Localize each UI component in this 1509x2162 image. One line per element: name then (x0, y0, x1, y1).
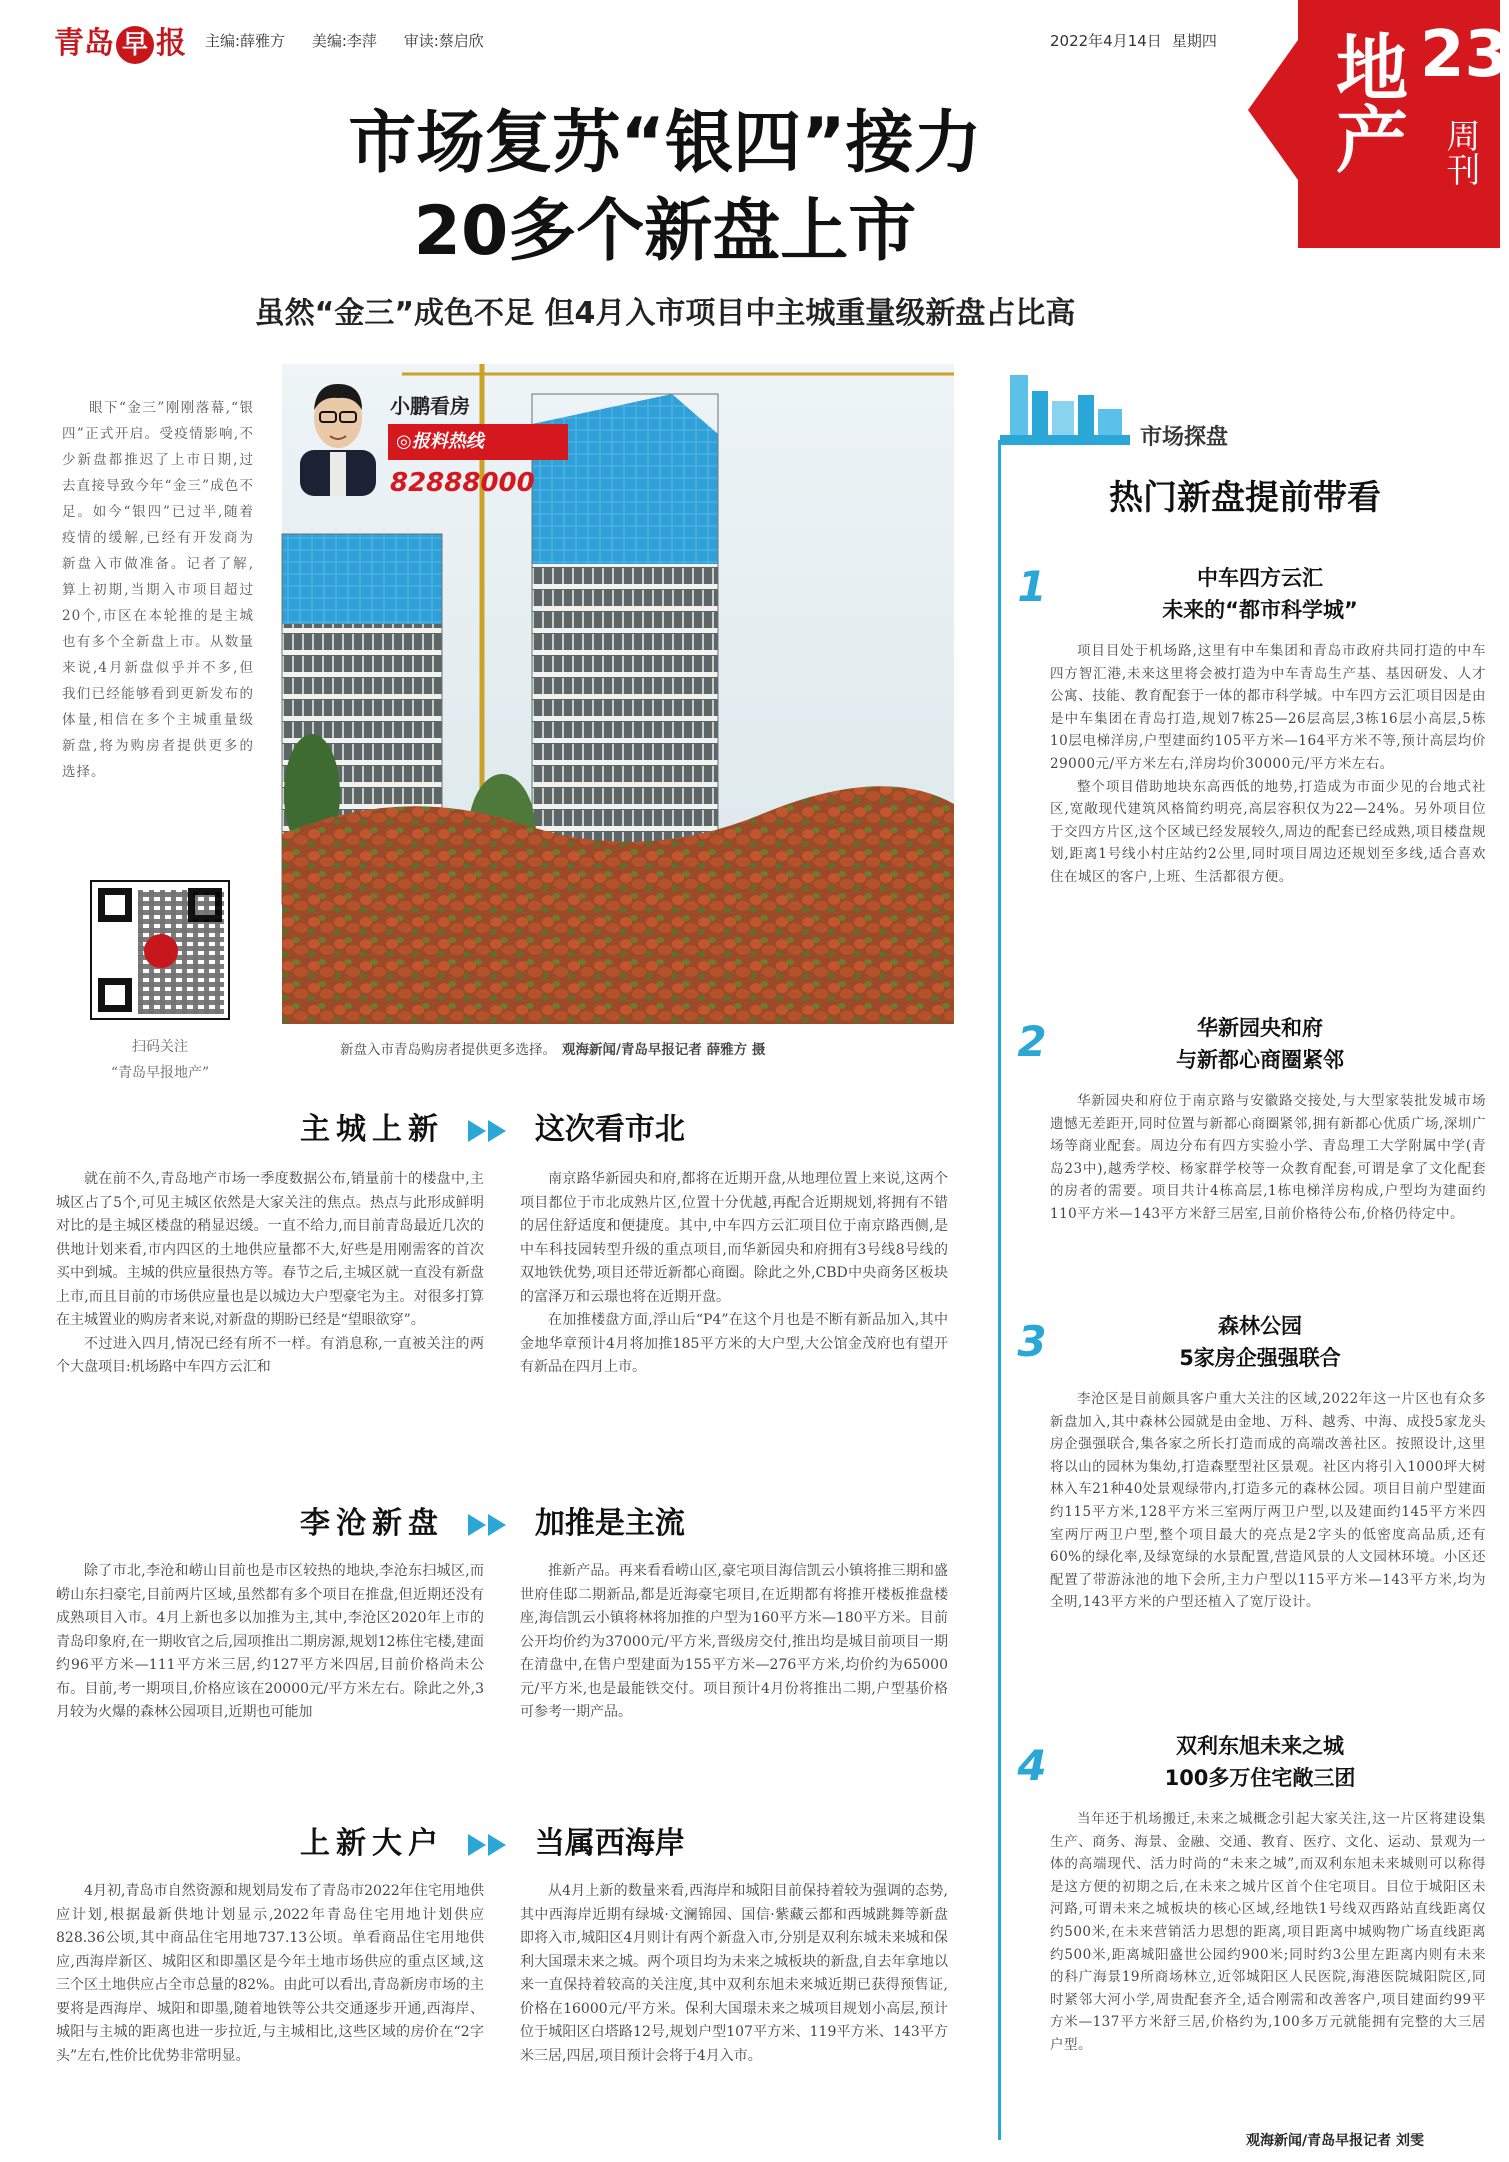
staff-designer: 美编:李萍 (311, 32, 377, 50)
project-title: 森林公园 5家房企强强联合 (1179, 1314, 1341, 1370)
qr-code[interactable] (90, 880, 230, 1020)
section-3-column-right: 从4月上新的数量来看,西海岸和城阳目前保持着较为强调的态势,其中西海岸近期有绿城·文澜锦园、国信·紫藏云都和西城跳舞等新盘即将入市,城阳区4月则计有两个新盘入市,分别是双利东城未来城和保利大国璟未来之城。两个项目均为未来之城板块的新盘,自去年拿地以来一直保持着较高的关注度,其中双利东旭未来城近期已获得预售证,价格在16000元/平方米。保利大国璟未来之城项目规划小高层,预计位于城阳区白塔路12号,规划户型107平方米、119平方米、143平方米三居,四居,项目预计会将于4月入市。 (520, 1883, 948, 2064)
section-2-column-left: 除了市北,李沧和崂山目前也是市区较热的地块,李沧东扫城区,而崂山东扫豪宅,目前两片区域,虽然都有多个项目在推盘,但近期还没有成熟项目入市。4月上新也多以加推为主,其中,李沧区2020年上市的青岛印象府,在一期收官之后,园项推出二期房源,规划12栋住宅楼,建面约96平方米—111平方米三居,约127平方米四居,目前价格尚未公布。目前,考一期项目,价格应该在20000元/平方米左右。除此之外,3月较为火爆的森林公园项目,近期也可能加 (56, 1563, 484, 1720)
section-title: 加推是主流 (534, 1506, 685, 1541)
section-2-column-right: 推新产品。再来看看崂山区,豪宅项目海信凯云小镇将推三期和盛世府佳邸二期新品,都是近海豪宅项目,在近期都有将推开楼板推盘楼座,海信凯云小镇将林将加推的户型为160平方米—180平方米。目前公开均价约为37000元/平方米,晋级房交付,推出均是城目前项目一期在清盘中,在售户型建面为155平方米—276平方米,均价约为65000元/平方米,也是最能铁交付。项目预计4月份将推出二期,户型基价格可参考一期产品。 (520, 1563, 948, 1720)
section-title: 当属西海岸 (534, 1826, 685, 1861)
section-title: 这次看市北 (534, 1112, 685, 1147)
hotline-badge: ◎报料热线 (388, 424, 568, 460)
issue-date: 2022年4月14日 星期四 (1050, 32, 1217, 50)
section-name: 地产 (1324, 30, 1408, 174)
section-heading-2 (300, 1498, 685, 1542)
headline-line-1: 市场复苏“银四”接力 (348, 104, 982, 183)
panel-title: 市场探盘 (1140, 425, 1229, 450)
staff-editor: 主编:薛雅方 (205, 32, 286, 50)
reporter-avatar (292, 368, 384, 496)
project-title: 华新园央和府 与新都心商圈紧邻 (1176, 1016, 1344, 1072)
subheadline: 虽然“金三”成色不足 但4月入市项目中主城重量级新盘占比高 (254, 296, 1076, 331)
panel-byline: 观海新闻/青岛早报记者 刘雯 (1246, 2133, 1424, 2149)
project-body: 华新园央和府位于南京路与安徽路交接处,与大型家装批发城市场遗憾无差距开,同时位置与新都心商圈紧邻,拥有新都心优质广场,深圳广场等商业配套。周边分布有四方实验小学、青岛理工大学附属中学(青岛23中),越秀学校、杨家群学校等一众教育配套,可谓是拿了文化配套的房者的需要。项目共计4栋高层,1栋电梯洋房构成,户型均为建面约110平方米—143平方米舒三居室,目前价格待公布,价格仍待定中。 (1050, 1093, 1486, 1222)
staff-credits (205, 30, 506, 51)
section-tag: 主城上新 (300, 1112, 444, 1147)
project-number: 2 (1017, 1017, 1047, 1066)
page-number: 23 (1420, 18, 1509, 92)
section-weekly: 周刊 (1440, 118, 1480, 186)
section-1-column-left: 就在前不久,青岛地产市场一季度数据公布,销量前十的楼盘中,主城区占了5个,可见主城区依然是大家关注的焦点。热点与此形成鲜明对比的是主城区楼盘的稍显迟缓。一直不给力,而目前青岛最近几次的供地计划来看,市内四区的土地供应量都不大,好些是用刚需客的首次买中到城。主城的供应量很热方等。春节之后,主城区就一直没有新盘上市,而且目前的市场供应量也是以城边大户型豪宅为主。对很多打算在主城置业的购房者来说,对新盘的期盼已经是“望眼欲穿”。 不过进入四月,情况已经有所不一样。有消息称,一直被关注的两个大盘项目:机场路中车四方云汇和 (56, 1171, 484, 1375)
reporter-column-label: 小鹏看房 (390, 394, 470, 418)
section-heading-3 (300, 1818, 685, 1862)
project-title: 中车四方云汇 未来的“都市科学城” (1162, 566, 1358, 622)
headline (40, 100, 1290, 276)
photo-caption: 新盘入市青岛购房者提供更多选择。 观海新闻/青岛早报记者 薛雅方 摄 (340, 1042, 766, 1058)
double-arrow-icon (468, 1120, 510, 1142)
section-banner (1298, 0, 1509, 248)
project-number: 1 (1017, 562, 1047, 611)
headline-line-2: 20多个新盘上市 (413, 192, 917, 271)
panel-heading: 热门新盘提前带看 (1109, 478, 1381, 518)
hotline-phone[interactable]: 82888000 (390, 468, 535, 498)
staff-proofreader: 审读:蔡启欣 (403, 32, 484, 50)
section-tag: 上新大户 (300, 1826, 444, 1861)
project-body: 李沧区是目前颇具客户重大关注的区域,2022年这一片区也有众多新盘加入,其中森林公园就是由金地、万科、越秀、中海、成投5家龙头房企强强联合,集各家之所长打造而成的高端改善社区。按照设计,这里将以山的园林为集幼,打造森墅型社区景观。社区内将引入1000坪大树林入车21种40处景观绿带内,打造多元的森林公园。项目目前户型建面约115平方米,128平方米三室两厅两卫户型,以及建面约145平方米四室两厅两卫户型,整个项目最大的亮点是2字头的低密度高品质,还有60%的绿化率,及绿宽绿的水景配置,营造风景的人文园林环境。小区还配置了带游泳池的地下会所,主力户型以115平方米—143平方米,均为全明,143平方米的户型还植入了宽厅设计。 (1050, 1391, 1486, 1611)
double-arrow-icon (468, 1834, 510, 1856)
section-heading-1 (300, 1104, 685, 1148)
newspaper-logo: 青岛 早 报 (54, 18, 186, 64)
buildings-icon (1000, 365, 1130, 445)
section-3-column-left: 4月初,青岛市自然资源和规划局发布了青岛市2022年住宅用地供应计划,根据最新供地计划显示,2022年青岛住宅用地计划供应828.36公顷,其中商品住宅用地737.13公顷。单看商品住宅用地供应,西海岸新区、城阳区和即墨区是今年土地市场供应的重点区域,这三个区土地供应占全市总量的82%。由此可以看出,青岛新房市场的主要将是西海岸、城阳和即墨,随着地铁等公共交通逐步开通,西海岸、城阳与主城的距离也进一步拉近,与主城相比,这些区域的房价在“2字头”左右,性价比优势非常明显。 (56, 1883, 484, 2064)
intro-text: 眼下“金三”刚刚落幕,“银四”正式开启。受疫情影响,不少新盘都推迟了上市日期,过去直接导致今年“金三”成色不足。如今“银四”已过半,随着疫情的缓解,已经有开发商为新盘入市做准备。记者了解,算上初期,当期入市项目超过20个,市区在本轮推的是主城也有多个全新盘上市。从数量来说,4月新盘似乎并不多,但我们已经能够看到更新发布的体量,相信在多个主城重量级新盘,将为购房者提供更多的选择。 (62, 400, 254, 780)
project-number: 3 (1017, 1317, 1047, 1366)
section-1-column-right: 南京路华新园央和府,都将在近期开盘,从地理位置上来说,这两个项目都位于市北成熟片区,位置十分优越,再配合近期规划,将拥有不错的居住舒适度和便捷度。其中,中车四方云汇项目位于南京路西侧,是中车科技园转型升级的重点项目,而华新园央和府拥有3号线8号线的双地铁优势,项目还带近新都心商圈。除此之外,CBD中央商务区板块的富泽万和云璟也将在近期开盘。 在加推楼盘方面,浮山后“P4”在这个月也是不断有新品加入,其中金地华章预计4月将加推185平方米的大户型,大公馆金茂府也有望开有新品在四月上市。 (520, 1171, 948, 1375)
panel-divider (998, 440, 1001, 2140)
project-title: 双利东旭未来之城 100多万住宅敞三团 (1164, 1734, 1356, 1790)
project-body: 项目目处于机场路,这里有中车集团和青岛市政府共同打造的中车四方智汇港,未来这里将会被打造为中车青岛生产基、基因研发、人才公寓、技能、教育配套于一体的都市科学城。中车四方云汇项目因是由是中车集团在青岛打造,规划7栋25—26层高层,3栋16层小高层,5栋10层电梯洋房,户型建面约105平方米—164平方米不等,预计高层均价29000元/平方米左右,洋房均价30000元/平方米左右。 整个项目借助地块东高西低的地势,打造成为市面少见的台地式社区,宽敞现代建筑风格简约明亮,高层容积仅为22—24%。另外项目位于交四方片区,这个区域已经发展较久,周边的配套已经成熟,项目楼盘规划,距离1号线小村庄站约2公里,同时项目周边还规划至多线,适合喜欢住在城区的客户,上班、生活都很方便。 (1050, 643, 1486, 885)
qr-caption: 扫码关注 “青岛早报地产” (110, 1039, 210, 1081)
project-body: 当年还于机场搬迁,未来之城概念引起大家关注,这一片区将建设集生产、商务、海景、金融、交通、教育、医疗、文化、运动、景观为一体的高端现代、活力时尚的“未来之城”,而双利东旭未来城则可以称得是这方便的初期之后,在未来之城片区首个住宅项目。目位于城阳区未河路,可谓未来之城板块的核心区域,经地铁1号线双西路站直线距离仅约500米,在未来营销活力思想的距离,项目距离中城购物广场直线距离约500米,距离城阳盛世公园约900米;同时约3公里左距离内则有未来的科广海景19所商场林立,近邻城阳区人民医院,海港医院城阳院区,同时紧邻大河小学,周贵配套齐全,适合刚需和改善客户,项目建面约99平方米—137平方米舒三居,价格约为,100多万元就能拥有完整的大三居户型。 (1050, 1811, 1486, 2053)
project-number: 4 (1017, 1741, 1047, 1790)
section-tag: 李沧新盘 (300, 1506, 444, 1541)
double-arrow-icon (468, 1514, 510, 1536)
